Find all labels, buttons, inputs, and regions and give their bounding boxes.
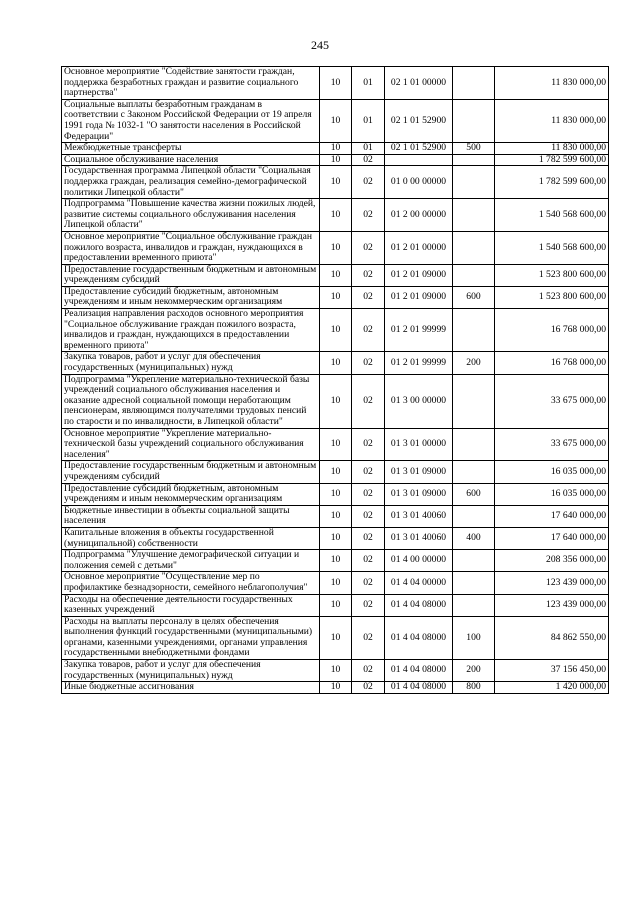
row-name: Закупка товаров, работ и услуг для обеспечения государственных (муниципальных) нужд: [62, 660, 320, 682]
section-code: 10: [320, 616, 352, 659]
section-code: 10: [320, 231, 352, 264]
subsection-code: 02: [352, 550, 385, 572]
amount: 1 540 568 600,00: [495, 199, 609, 232]
budget-table: [61, 66, 609, 694]
subsection-code: 01: [352, 67, 385, 100]
target-article-code: 02 1 01 52900: [385, 99, 453, 142]
expense-type-code: [453, 374, 495, 428]
table-row: [62, 99, 609, 142]
table-row: [62, 616, 609, 659]
subsection-code: 02: [352, 461, 385, 483]
target-article-code: 02 1 01 00000: [385, 67, 453, 100]
table-row: [62, 572, 609, 594]
section-code: 10: [320, 264, 352, 286]
amount: 33 675 000,00: [495, 374, 609, 428]
amount: 37 156 450,00: [495, 660, 609, 682]
target-article-code: 01 4 04 08000: [385, 594, 453, 616]
subsection-code: 02: [352, 616, 385, 659]
target-article-code: 01 3 00 00000: [385, 374, 453, 428]
amount: 1 523 800 600,00: [495, 264, 609, 286]
subsection-code: 02: [352, 594, 385, 616]
table-row: [62, 527, 609, 549]
expense-type-code: 600: [453, 286, 495, 308]
amount: 1 782 599 600,00: [495, 166, 609, 199]
amount: 17 640 000,00: [495, 505, 609, 527]
row-name: Иные бюджетные ассигнования: [62, 682, 320, 694]
section-code: 10: [320, 428, 352, 461]
expense-type-code: [453, 264, 495, 286]
amount: 11 830 000,00: [495, 67, 609, 100]
table-row: [62, 461, 609, 483]
target-article-code: 01 4 04 00000: [385, 572, 453, 594]
section-code: 10: [320, 143, 352, 155]
row-name: Основное мероприятие "Социальное обслуживание граждан пожилого возраста, инвалидов и граждан, нуждающихся в предоставлении временного приюта": [62, 231, 320, 264]
target-article-code: 01 3 01 00000: [385, 428, 453, 461]
expense-type-code: [453, 461, 495, 483]
expense-type-code: [453, 166, 495, 199]
row-name: Предоставление субсидий бюджетным, автономным учреждениям и иным некоммерческим организациям: [62, 483, 320, 505]
table-row: [62, 286, 609, 308]
amount: 1 782 599 600,00: [495, 154, 609, 166]
table-row: [62, 682, 609, 694]
subsection-code: 02: [352, 428, 385, 461]
expense-type-code: 200: [453, 352, 495, 374]
expense-type-code: [453, 231, 495, 264]
row-name: Социальные выплаты безработным гражданам в соответствии с Законом Российской Федерации от 19 апреля 1991 года № 1032-1 "О занятости населения в Российской Федерации": [62, 99, 320, 142]
expense-type-code: [453, 309, 495, 352]
table-row: [62, 154, 609, 166]
table-row: [62, 352, 609, 374]
section-code: 10: [320, 505, 352, 527]
section-code: 10: [320, 550, 352, 572]
amount: 11 830 000,00: [495, 99, 609, 142]
subsection-code: 02: [352, 572, 385, 594]
expense-type-code: [453, 199, 495, 232]
subsection-code: 01: [352, 99, 385, 142]
target-article-code: 02 1 01 52900: [385, 143, 453, 155]
subsection-code: 02: [352, 309, 385, 352]
table-row: [62, 483, 609, 505]
amount: 1 540 568 600,00: [495, 231, 609, 264]
expense-type-code: [453, 428, 495, 461]
row-name: Расходы на обеспечение деятельности государственных казенных учреждений: [62, 594, 320, 616]
amount: 1 523 800 600,00: [495, 286, 609, 308]
expense-type-code: 200: [453, 660, 495, 682]
target-article-code: 01 2 01 09000: [385, 286, 453, 308]
table-row: [62, 550, 609, 572]
row-name: Основное мероприятие "Содействие занятости граждан, поддержка безработных граждан и развитие социального партнерства": [62, 67, 320, 100]
expense-type-code: 600: [453, 483, 495, 505]
amount: 17 640 000,00: [495, 527, 609, 549]
target-article-code: 01 4 04 08000: [385, 616, 453, 659]
section-code: 10: [320, 594, 352, 616]
target-article-code: 01 2 01 99999: [385, 352, 453, 374]
target-article-code: 01 3 01 40060: [385, 505, 453, 527]
subsection-code: 02: [352, 352, 385, 374]
row-name: Предоставление государственным бюджетным и автономным учреждениям субсидий: [62, 461, 320, 483]
subsection-code: 02: [352, 483, 385, 505]
target-article-code: 01 3 01 40060: [385, 527, 453, 549]
table-row: [62, 428, 609, 461]
amount: 84 862 550,00: [495, 616, 609, 659]
row-name: Предоставление государственным бюджетным и автономным учреждениям субсидий: [62, 264, 320, 286]
table-row: [62, 166, 609, 199]
expense-type-code: [453, 594, 495, 616]
section-code: 10: [320, 286, 352, 308]
table-row: [62, 594, 609, 616]
target-article-code: 01 4 00 00000: [385, 550, 453, 572]
table-row: [62, 505, 609, 527]
table-row: [62, 660, 609, 682]
subsection-code: 02: [352, 154, 385, 166]
subsection-code: 02: [352, 527, 385, 549]
subsection-code: 02: [352, 682, 385, 694]
row-name: Социальное обслуживание населения: [62, 154, 320, 166]
section-code: 10: [320, 352, 352, 374]
amount: 33 675 000,00: [495, 428, 609, 461]
subsection-code: 02: [352, 374, 385, 428]
row-name: Основное мероприятие "Укрепление материально-технической базы учреждений социального обслуживания населения": [62, 428, 320, 461]
row-name: Подпрограмма "Повышение качества жизни пожилых людей, развитие системы социального обслуживания населения Липецкой области": [62, 199, 320, 232]
expense-type-code: [453, 572, 495, 594]
row-name: Основное мероприятие "Осуществление мер по профилактике безнадзорности, семейного неблагополучия": [62, 572, 320, 594]
row-name: Государственная программа Липецкой области "Социальная поддержка граждан, реализация семейно-демографической политики Липецкой области": [62, 166, 320, 199]
target-article-code: [385, 154, 453, 166]
amount: 1 420 000,00: [495, 682, 609, 694]
expense-type-code: [453, 99, 495, 142]
section-code: 10: [320, 67, 352, 100]
row-name: Межбюджетные трансферты: [62, 143, 320, 155]
table-row: [62, 264, 609, 286]
subsection-code: 02: [352, 264, 385, 286]
row-name: Расходы на выплаты персоналу в целях обеспечения выполнения функций государственными (муниципальными) органами, казенными учреждениями, органами управления государственными внебюджетными фондами: [62, 616, 320, 659]
subsection-code: 02: [352, 505, 385, 527]
section-code: 10: [320, 660, 352, 682]
expense-type-code: 400: [453, 527, 495, 549]
row-name: Реализация направления расходов основного мероприятия "Социальное обслуживание граждан пожилого возраста, инвалидов и граждан, нуждающихся в предоставлении временного приюта": [62, 309, 320, 352]
target-article-code: 01 2 01 99999: [385, 309, 453, 352]
row-name: Закупка товаров, работ и услуг для обеспечения государственных (муниципальных) нужд: [62, 352, 320, 374]
expense-type-code: [453, 550, 495, 572]
subsection-code: 01: [352, 143, 385, 155]
amount: 123 439 000,00: [495, 594, 609, 616]
row-name: Подпрограмма "Укрепление материально-технической базы учреждений социального обслуживания населения и оказание адресной социальной помощи неработающим пенсионерам, являющимся получателями трудовых пенсий по старости и по инвалидности, в Липецкой области": [62, 374, 320, 428]
expense-type-code: [453, 154, 495, 166]
section-code: 10: [320, 483, 352, 505]
target-article-code: 01 4 04 08000: [385, 682, 453, 694]
amount: 208 356 000,00: [495, 550, 609, 572]
table-row: [62, 67, 609, 100]
section-code: 10: [320, 374, 352, 428]
expense-type-code: [453, 67, 495, 100]
row-name: Капитальные вложения в объекты государственной (муниципальной) собственности: [62, 527, 320, 549]
target-article-code: 01 2 01 00000: [385, 231, 453, 264]
table-row: [62, 143, 609, 155]
section-code: 10: [320, 154, 352, 166]
target-article-code: 01 0 00 00000: [385, 166, 453, 199]
section-code: 10: [320, 682, 352, 694]
table-row: [62, 199, 609, 232]
page-number: 245: [311, 38, 329, 52]
expense-type-code: 800: [453, 682, 495, 694]
subsection-code: 02: [352, 231, 385, 264]
amount: 16 768 000,00: [495, 352, 609, 374]
section-code: 10: [320, 572, 352, 594]
section-code: 10: [320, 527, 352, 549]
subsection-code: 02: [352, 166, 385, 199]
target-article-code: 01 2 01 09000: [385, 264, 453, 286]
row-name: Подпрограмма "Улучшение демографической ситуации и положения семей с детьми": [62, 550, 320, 572]
amount: 16 768 000,00: [495, 309, 609, 352]
section-code: 10: [320, 199, 352, 232]
expense-type-code: 500: [453, 143, 495, 155]
amount: 16 035 000,00: [495, 483, 609, 505]
section-code: 10: [320, 166, 352, 199]
subsection-code: 02: [352, 660, 385, 682]
target-article-code: 01 4 04 08000: [385, 660, 453, 682]
target-article-code: 01 3 01 09000: [385, 461, 453, 483]
target-article-code: 01 3 01 09000: [385, 483, 453, 505]
row-name: Предоставление субсидий бюджетным, автономным учреждениям и иным некоммерческим организациям: [62, 286, 320, 308]
section-code: 10: [320, 461, 352, 483]
subsection-code: 02: [352, 286, 385, 308]
subsection-code: 02: [352, 199, 385, 232]
table-row: [62, 374, 609, 428]
amount: 123 439 000,00: [495, 572, 609, 594]
table-row: [62, 309, 609, 352]
expense-type-code: 100: [453, 616, 495, 659]
table-row: [62, 231, 609, 264]
expense-type-code: [453, 505, 495, 527]
row-name: Бюджетные инвестиции в объекты социальной защиты населения: [62, 505, 320, 527]
section-code: 10: [320, 309, 352, 352]
amount: 11 830 000,00: [495, 143, 609, 155]
target-article-code: 01 2 00 00000: [385, 199, 453, 232]
amount: 16 035 000,00: [495, 461, 609, 483]
section-code: 10: [320, 99, 352, 142]
